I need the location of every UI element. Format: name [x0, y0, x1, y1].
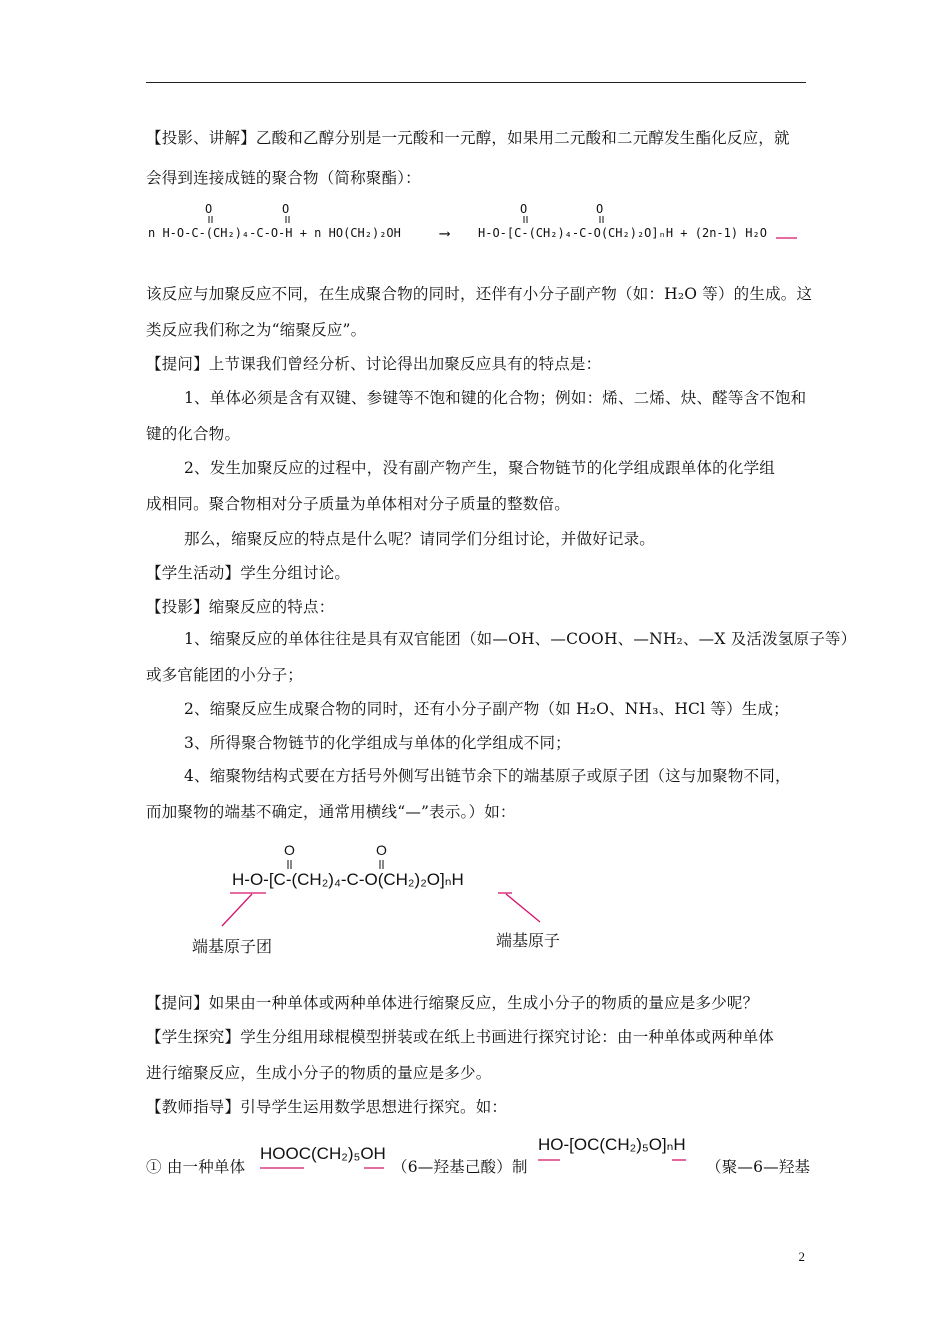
para-4b: 键的化合物。	[146, 425, 241, 443]
label-end-group: 端基原子团	[192, 939, 273, 956]
para-9b: 或多官能团的小分子；	[146, 666, 304, 684]
para-13: 【提问】如果由一种单体或两种单体进行缩聚反应，生成小分子的物质的量应是多少呢？	[146, 994, 759, 1012]
st2-formula: H-O-[C-(CH₂)₄-C-O(CH₂)₂O]ₙH	[232, 870, 464, 889]
para-8: 【投影】缩聚反应的特点：	[146, 598, 335, 616]
st2-carbonyl-o-2: O	[376, 842, 387, 858]
para-12b: 而加聚物的端基不确定，通常用横线“—”表示。）如：	[146, 803, 516, 821]
page-number: 2	[798, 1249, 805, 1264]
para-12a: 4、缩聚物结构式要在方括号外侧写出链节余下的端基原子或原子团（这与加聚物不同，	[184, 767, 791, 785]
para-16-suffix: （聚—6—羟基	[706, 1158, 811, 1176]
eq1-left: n H-O-C-(CH₂)₄-C-O-H + n HO(CH₂)₂OH	[148, 226, 401, 240]
para-5a: 2、发生加聚反应的过程中，没有副产物产生，聚合物链节的化学组成跟单体的化学组	[184, 459, 775, 477]
para-11: 3、所得聚合物链节的化学组成与单体的化学组成不同；	[184, 734, 571, 752]
label-end-atom: 端基原子	[496, 933, 561, 950]
para-16-mid: （6—羟基己酸）制	[392, 1158, 528, 1176]
polymer-formula: HO-[OC(CH₂)₅O]ₙH	[538, 1135, 686, 1154]
eq1-carbonyl-o-4: O	[596, 202, 604, 216]
para-7: 【学生活动】学生分组讨论。	[146, 564, 351, 582]
para-9a: 1、缩聚反应的单体往往是具有双官能团（如—OH、—COOH、—NH₂、—X 及活泼氢原子等）	[184, 630, 857, 648]
para-1a: 【投影、讲解】乙酸和乙醇分别是一元酸和一元醇，如果用二元酸和二元醇发生酯化反应，就	[146, 129, 790, 147]
para-14b: 进行缩聚反应，生成小分子的物质的量应是多少。	[146, 1064, 492, 1082]
para-16-prefix: ① 由一种单体	[146, 1158, 246, 1176]
para-6: 那么，缩聚反应的特点是什么呢？请同学们分组讨论，并做好记录。	[184, 530, 656, 548]
eq1-arrow: ⟶	[440, 224, 450, 242]
para-4a: 1、单体必须是含有双键、参键等不饱和键的化合物；例如：烯、二烯、炔、醛等含不饱和	[184, 389, 807, 407]
para-1b: 会得到连接成链的聚合物（简称聚酯）：	[146, 169, 421, 187]
para-3: 【提问】上节课我们曾经分析、讨论得出加聚反应具有的特点是：	[146, 355, 602, 373]
para-10: 2、缩聚反应生成聚合物的同时，还有小分子副产物（如 H₂O、NH₃、HCl 等）生成；	[184, 700, 789, 718]
eq1-carbonyl-o-3: O	[520, 202, 528, 216]
eq1-carbonyl-o-2: O	[282, 202, 290, 216]
para-2b: 类反应我们称之为“缩聚反应”。	[146, 321, 367, 339]
st2-carbonyl-o-1: O	[284, 842, 295, 858]
monomer-formula: HOOC(CH₂)₅OH	[260, 1144, 386, 1163]
para-2a: 该反应与加聚反应不同，在生成聚合物的同时，还伴有小分子副产物（如：H₂O 等）的生成。这	[146, 285, 813, 303]
para-14a: 【学生探究】学生分组用球棍模型拼装或在纸上书画进行探究讨论：由一种单体或两种单体	[146, 1028, 775, 1046]
eq1-right: H-O-[C-(CH₂)₄-C-O(CH₂)₂O]ₙH + (2n-1) H₂O	[478, 226, 767, 240]
eq1-carbonyl-o-1: O	[205, 202, 213, 216]
para-5b: 成相同。聚合物相对分子质量为单体相对分子质量的整数倍。	[146, 495, 570, 513]
para-15: 【教师指导】引导学生运用数学思想进行探究。如：	[146, 1098, 508, 1116]
